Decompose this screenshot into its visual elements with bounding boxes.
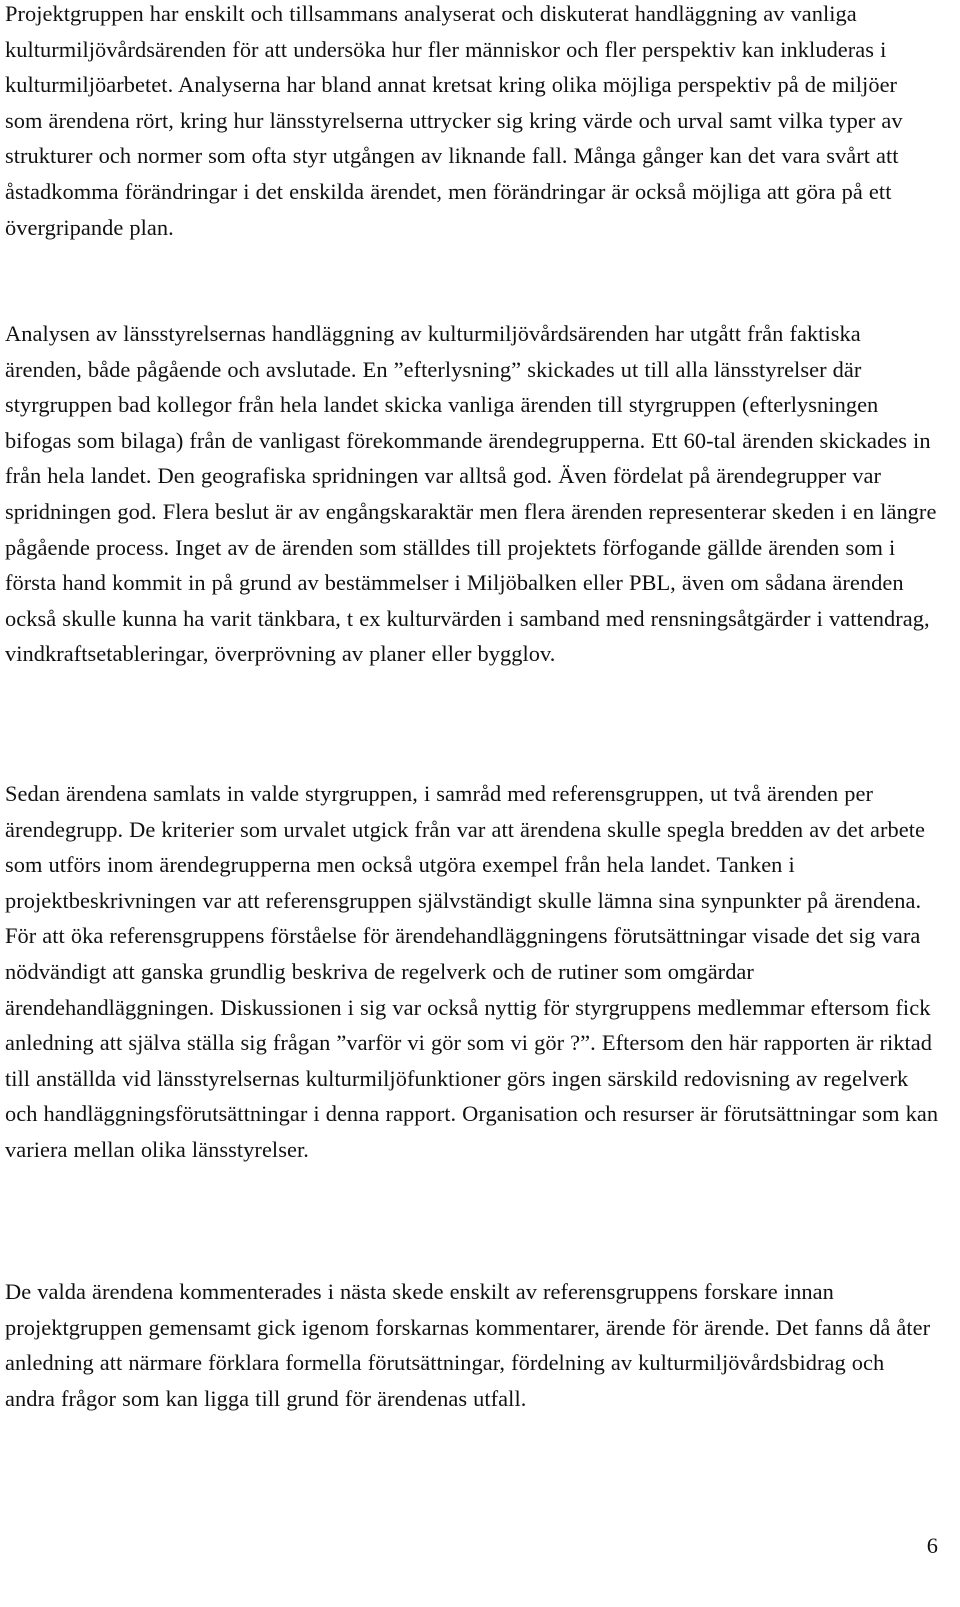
paragraph-3: Sedan ärendena samlats in valde styrgruppen, i samråd med referensgruppen, ut två ärenden per ärendegrupp. De kriterier som urvalet utgick från var att ärendena skulle spegla bredden av det arbete som utförs inom ärendegrupperna men också utgöra exempel från hela landet. Tanken i projektbeskrivningen var att referensgruppen självständigt skulle lämna sina synpunkter på ärendena. För att öka referensgruppens förståelse för ärendehandläggningens förutsättningar visade det sig vara nödvändigt att ganska grundlig beskriva de regelverk och de rutiner som omgärdar ärendehandläggningen. Diskussionen i sig var också nyttig för styrgruppens medlemmar eftersom fick anledning att själva ställa sig frågan ”varför vi gör som vi gör ?”. Eftersom den här rapporten är riktad till anställda vid länsstyrelsernas kulturmiljöfunktioner görs ingen särskild redovisning av regelverk och handläggningsförutsättningar i denna rapport. Organisation och resurser är förutsättningar som kan variera mellan olika länsstyrelser. xyxy=(5,781,939,1162)
paragraph-1: Projektgruppen har enskilt och tillsammans analyserat och diskuterat handläggning av vanliga kulturmiljövårdsärenden för att undersöka hur fler människor och fler perspektiv kan inkluderas i kulturmiljöarbetet. Analyserna har bland annat kretsat kring olika möjliga perspektiv på de miljöer som ärendena rört, kring hur länsstyrelserna uttrycker sig kring värde och urval samt vilka typer av strukturer och normer som ofta styr utgången av liknande fall. Många gånger kan det vara svårt att åstadkomma förändringar i det enskilda ärendet, men förändringar är också möjliga att göra på ett övergripande plan. xyxy=(5,1,903,240)
paragraph-2: Analysen av länsstyrelsernas handläggning av kulturmiljövårdsärenden har utgått från faktiska ärenden, både pågående och avslutade. En ”efterlysning” skickades ut till alla länsstyrelser där styrgruppen bad kollegor från hela landet skicka vanliga ärenden till styrgruppen (efterlysningen bifogas som bilaga) från de vanligast förekommande ärendegrupperna. Ett 60-tal ärenden skickades in från hela landet. Den geografiska spridningen var alltså god. Även fördelat på ärendegrupper var spridningen god. Flera beslut är av engångskaraktär men flera ärenden representerar skeden i en längre pågående process. Inget av de ärenden som ställdes till projektets förfogande gällde ärenden som i första hand kommit in på grund av bestämmelser i Miljöbalken eller PBL, även om sådana ärenden också skulle kunna ha varit tänkbara, t ex kulturvärden i samband med rensningsåtgärder i vattendrag, vindkraftsetableringar, överprövning av planer eller bygglov. xyxy=(5,321,937,667)
paragraph-4: De valda ärendena kommenterades i nästa skede enskilt av referensgruppens forskare innan projektgruppen gemensamt gick igenom forskarnas kommentarer, ärende för ärende. Det fanns då åter anledning att närmare förklara formella förutsättningar, fördelning av kulturmiljövårdsbidrag och andra frågor som kan ligga till grund för ärendenas utfall. xyxy=(5,1279,931,1411)
page-number: 6 xyxy=(926,1533,938,1558)
